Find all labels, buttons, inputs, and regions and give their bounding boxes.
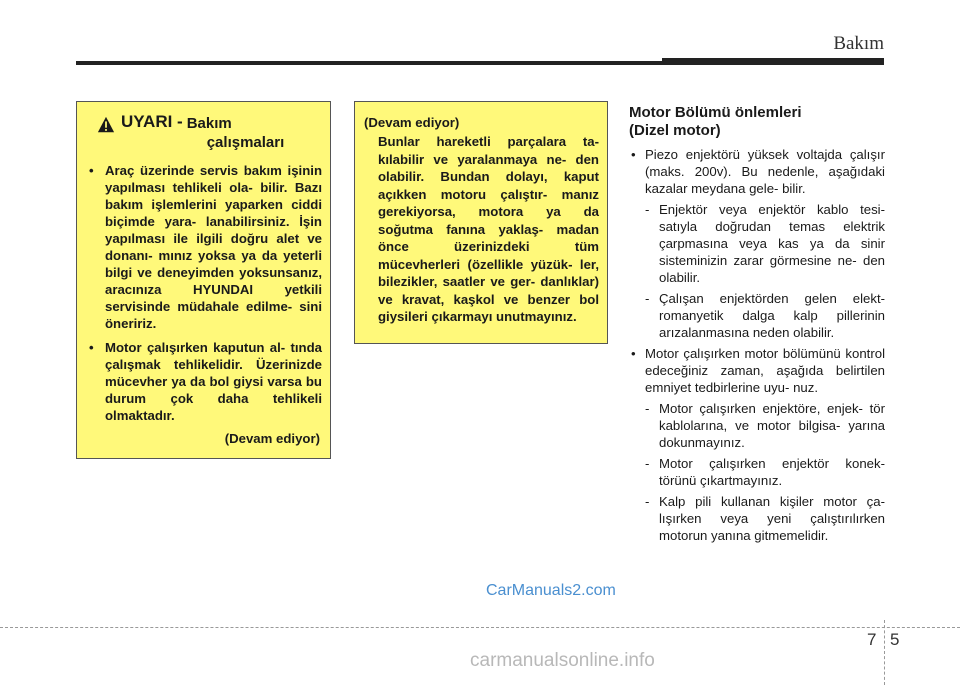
list-item: • Araç üzerinde servis bakım işinin yapılması tehlikeli ola- bilir. Bazı bakım işlemlerini yaparken ciddi biçimde yara- lanabilirsiniz. İşin yapılması ile ilgili doğru alet ve donanı- mınız yoksa ya da yeterli bilgi ve deneyimden yoksunsanız, aracınıza HYUNDAI yetkili servisinde müdahale edilme- sini öneririz. [87,162,322,332]
chapter-number: 7 [867,630,877,649]
warning-heading [97,112,322,152]
section-bullet-list [629,146,885,544]
watermark: CarManuals2.com [486,582,616,599]
list-item [629,345,885,544]
continued-text: Bunlar hareketli parçalara ta- kılabilir ve yaralanmaya ne- den olabilir. Bundan dolayı, kaput açıkken motoru çalıştır- manız gerekiyorsa, motora ya da soğutma fanına yaklaş- madan önce üzerinizdeki tüm mücevherleri (özellikle yüzük- ler, bilezikler, saatler ve ger- danlıklar) ve kravat, kaşkol ve benzer bol giysileri çıkarmayı unutmayınız. [378,134,599,324]
section-title-line2: (Dizel motor) [629,122,721,139]
sub-list-item: - Motor çalışırken enjektör konek- törünü çıkartmayınız. [645,455,885,489]
warning-subtitle-line2: çalışmaları [206,134,285,151]
section-title [629,104,885,140]
list-item [629,146,885,341]
sub-list-item: - Motor çalışırken enjektöre, enjek- tör kablolarına, ve motor bilgisa- yarına dokunmayınız. [645,400,885,451]
header-rule-accent [662,58,884,65]
list-item-text: Motor çalışırken motor bölümünü kontrol edeceğiniz zaman, aşağıda belirtilen emniyet tedbirlerine uyu- nuz. [645,346,885,395]
warning-triangle-icon [97,116,115,134]
sub-list-item: - Kalp pili kullanan kişiler motor ça- lışırken veya yeni çalıştırılırken motorun yanına gitmemelidir. [645,493,885,544]
list-item: • Motor çalışırken kaputun al- tında çalışmak tehlikelidir. Üzerinizde mücevher ya da bol giysi varsa bu durum çok daha tehlikeli olmaktadır. [87,339,322,424]
continued-label: (Devam ediyor) [364,115,460,130]
warning-label: UYARI - [121,112,183,131]
warning-subtitle-line1: Bakım [186,115,232,132]
page-number: 5 [890,630,900,649]
sub-list-item: - Çalışan enjektörden gelen elekt- romanyetik dalga kalp pillerinin arızalanmasına neden olabilir. [645,290,885,341]
page-number-divider [884,620,885,685]
page-header-title: Bakım [833,33,884,54]
warning-bullet-list [87,162,322,424]
footer-rule [0,627,960,628]
section-title-line1: Motor Bölümü önlemleri [629,104,802,121]
continued-warning-box [354,101,608,344]
section-column [629,104,885,548]
sub-list [645,400,885,544]
list-item-text: Piezo enjektörü yüksek voltajda çalışır (maks. 200v). Bu nedenle, aşağıdaki kazalar meydana gele- bilir. [645,147,885,196]
sub-list-item: - Enjektör veya enjektör kablo tesi- satıyla doğrudan temas elektrik çarpmasına veya kas ya da sinir sisteminizin zarar görmesine ne- den olabilir. [645,201,885,286]
sub-list [645,201,885,341]
warning-box [76,101,331,459]
footer-site-watermark: carmanualsonline.info [470,650,655,671]
warning-subtitle [187,112,285,152]
continued-note: (Devam ediyor) [224,431,320,446]
